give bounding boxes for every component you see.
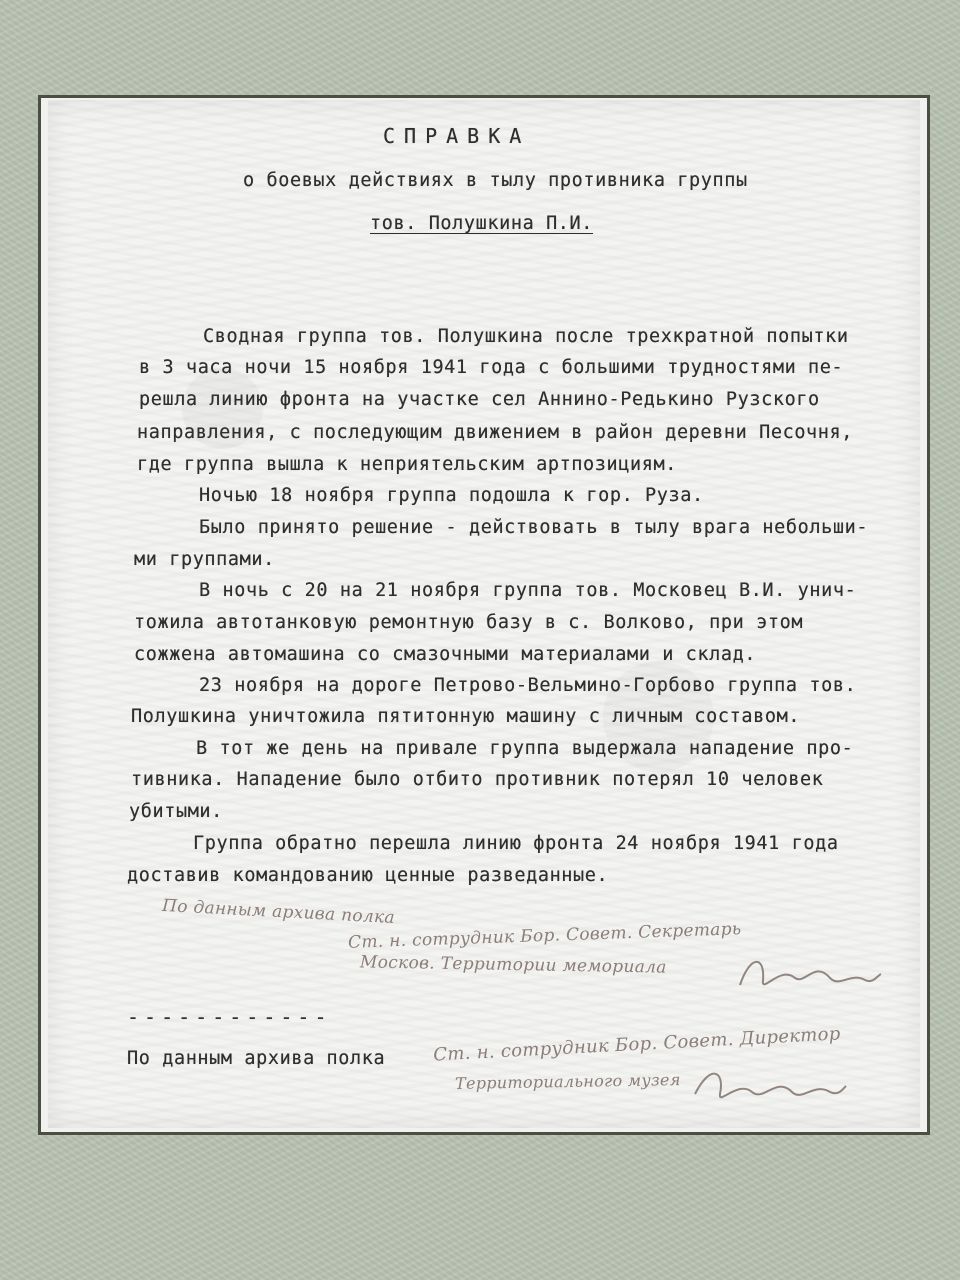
body-line: 23 ноября на дороге Петрово-Вельмино-Горбово группа тов. — [199, 675, 857, 696]
handwritten-note-line: Москов. Территории мемориала — [359, 952, 667, 978]
handwritten-note-line: Территориального музея — [454, 1070, 681, 1093]
body-line: ми группами. — [134, 549, 275, 570]
body-line: В ночь с 20 на 21 ноября группа тов. Московец В.И. унич- — [199, 580, 857, 601]
body-line: тожила автотанковую ремонтную базу в с. Волково, при этом — [134, 612, 804, 633]
body-line: убитыми. — [129, 801, 223, 822]
footer-label: По данным архива полка — [127, 1048, 386, 1069]
body-line: тивника. Нападение было отбито противник потерял 10 человек — [131, 769, 824, 790]
handwritten-note-line: По данным архива полка — [161, 895, 396, 929]
body-line: в 3 часа ночи 15 ноября 1941 года с большими трудностями пе- — [139, 357, 844, 378]
handwritten-note-line: Ст. н. сотрудник Бор. Совет. Секретарь — [347, 919, 742, 953]
document-subtitle-1: о боевых действиях в тылу противника группы — [243, 170, 748, 191]
body-line: доставив командованию ценные разведанные. — [127, 865, 609, 886]
body-line: направления, с последующим движением в район деревни Песочня, — [137, 422, 854, 443]
body-line: сожжена автомашина со смазочными материалами и склад. — [134, 644, 757, 665]
body-line: Группа обратно перешла линию фронта 24 ноября 1941 года — [193, 833, 839, 854]
signature-mark — [690, 1062, 850, 1112]
document-subtitle-2: тов. Полушкина П.И. — [370, 213, 594, 234]
separator-dashes: ------------ — [127, 1005, 332, 1029]
body-line: где группа вышла к неприятельским артпозициям. — [137, 454, 677, 475]
signature-mark — [735, 950, 885, 1000]
body-line: Ночью 18 ноября группа подошла к гор. Руза. — [199, 485, 704, 506]
body-line: Сводная группа тов. Полушкина после трехкратной попытки — [203, 326, 849, 347]
body-line: Полушкина уничтожила пятитонную машину с личным составом. — [131, 706, 801, 727]
handwritten-note-line: Ст. н. сотрудник Бор. Совет. Директор — [432, 1023, 842, 1066]
body-line: Было принято решение - действовать в тылу врага небольши- — [199, 517, 869, 538]
body-line: В тот же день на привале группа выдержала нападение про- — [196, 738, 854, 759]
body-line: решла линию фронта на участке сел Аннино-Редькино Рузского — [139, 389, 820, 410]
document-title: СПРАВКА — [383, 124, 531, 148]
